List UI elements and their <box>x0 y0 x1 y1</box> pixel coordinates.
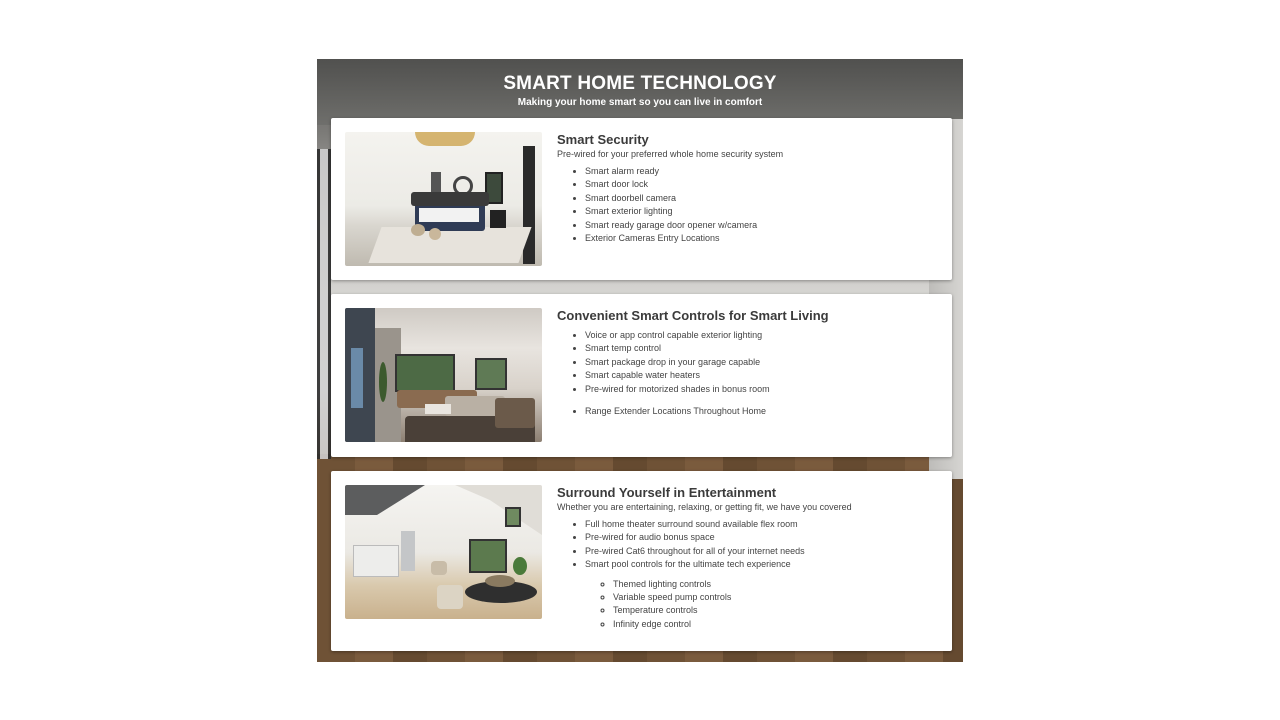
controls-text <box>557 308 942 418</box>
list-item: • Smart ready garage door opener w/camera <box>585 219 942 232</box>
security-card <box>331 118 952 280</box>
controls-extra-list <box>557 405 942 418</box>
entertainment-heading: Surround Yourself in Entertainment <box>557 485 777 500</box>
background-window-frame <box>317 149 331 459</box>
page-subtitle: Making your home smart so you can live in comfort <box>517 97 763 108</box>
list-item: ◦ Variable speed pump controls <box>613 591 942 604</box>
list-item: ◦ Infinity edge control <box>613 618 942 631</box>
list-item: ◦ Themed lighting controls <box>613 578 942 591</box>
controls-list <box>557 329 942 396</box>
list-item: • Smart alarm ready <box>585 165 942 178</box>
controls-heading: Convenient Smart Controls for Smart Living <box>557 308 829 323</box>
pool-controls-sublist <box>557 578 942 632</box>
list-item: • Range Extender Locations Throughout Home <box>585 405 942 418</box>
list-item: • Voice or app control capable exterior lighting <box>585 329 942 342</box>
flyer-header <box>317 73 963 108</box>
list-item: • Full home theater surround sound available flex room <box>585 518 942 531</box>
list-item: • Smart doorbell camera <box>585 192 942 205</box>
list-item: • Smart package drop in your garage capable <box>585 356 942 369</box>
list-item: • Exterior Cameras Entry Locations <box>585 232 942 245</box>
living-room-photo <box>345 308 542 442</box>
security-list <box>557 165 942 245</box>
security-heading: Smart Security <box>557 132 649 147</box>
entertainment-intro: Whether you are entertaining, relaxing, or getting fit, we have you covered <box>557 502 852 512</box>
security-intro: Pre-wired for your preferred whole home security system <box>557 149 784 159</box>
bedroom-photo <box>345 132 542 266</box>
list-item: • Smart door lock <box>585 178 942 191</box>
entertainment-card <box>331 471 952 651</box>
list-item: • Pre-wired for motorized shades in bonus room <box>585 383 942 396</box>
kitchen-photo <box>345 485 542 619</box>
entertainment-text <box>557 485 942 631</box>
list-item: • Pre-wired Cat6 throughout for all of your internet needs <box>585 545 942 558</box>
entertainment-list <box>557 518 942 572</box>
list-item: • Smart capable water heaters <box>585 369 942 382</box>
page-title: SMART HOME TECHNOLOGY <box>503 73 777 94</box>
list-item: • Smart temp control <box>585 342 942 355</box>
list-item: • Pre-wired for audio bonus space <box>585 531 942 544</box>
list-item: • Smart exterior lighting <box>585 205 942 218</box>
smart-home-flyer <box>317 59 963 662</box>
controls-card <box>331 294 952 457</box>
security-text <box>557 132 942 245</box>
list-item: ◦ Temperature controls <box>613 604 942 617</box>
list-item: • Smart pool controls for the ultimate tech experience <box>585 558 942 571</box>
